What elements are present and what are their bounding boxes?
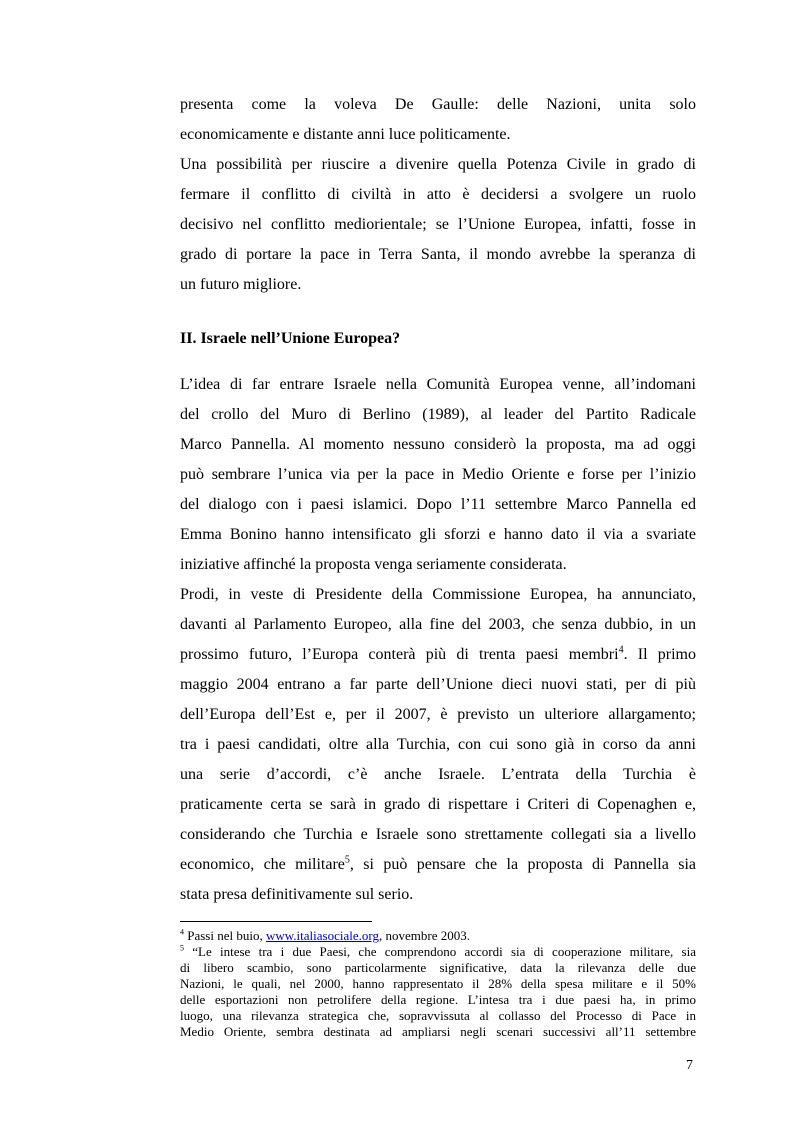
text-line: un futuro migliore. [180, 276, 302, 293]
footnote-4 [180, 928, 696, 944]
footnote-number: 4 [180, 927, 184, 937]
text-line: presenta come la voleva De Gaulle: delle Nazioni, unita solo [180, 96, 696, 113]
text-line: L’idea di far entrare Israele nella Comunità Europea venne, all’indomani [180, 376, 696, 393]
footnote-5-line: Nazioni, le quali, nel 2000, hanno rappresentato il 28% della spesa militare e il 50% [180, 976, 696, 991]
text-line: praticamente certa se sarà in grado di rispettare i Criteri di Copenaghen e, [180, 796, 696, 813]
footnote-ref-5[interactable]: 5 [344, 854, 350, 866]
text-line: del dialogo con i paesi islamici. Dopo l’11 settembre Marco Pannella ed [180, 496, 696, 513]
footnote-text: , novembre 2003. [378, 928, 470, 943]
footnote-5-line: delle esportazioni non petrolifere della regione. L’intesa tra i due paesi ha, in primo [180, 992, 696, 1007]
paragraph-israele-idea [180, 370, 696, 580]
text-segment: . Il primo [623, 646, 696, 663]
text-line: iniziative affinché la proposta venga seriamente considerata. [180, 556, 567, 573]
footnote-5-line: luogo, una rilevanza strategica che, sopravvissuta al collasso del Processo di Pace in [180, 1008, 696, 1023]
text-line: tra i paesi candidati, oltre alla Turchia, con cui sono già in corso da anni [180, 736, 696, 753]
section-heading: II. Israele nell’Unione Europea? [180, 330, 401, 347]
text-line: fermare il conflitto di civiltà in atto è decidersi a svolgere un ruolo [180, 186, 696, 203]
text-line: considerando che Turchia e Israele sono strettamente collegati sia a livello [180, 826, 696, 843]
footnote-5-line: Medio Oriente, sembra destinata ad ampliarsi negli scenari successivi all’11 settembre [180, 1024, 696, 1039]
text-segment: , si può pensare che la proposta di Pannella sia [349, 856, 697, 873]
text-line: stata presa definitivamente sul serio. [180, 886, 414, 903]
paragraph-continuation [180, 90, 696, 150]
paragraph-potenza-civile [180, 150, 696, 300]
text-line: economicamente e distante anni luce politicamente. [180, 126, 511, 143]
text-line: maggio 2004 entrano a far parte dell’Unione dieci nuovi stati, per di più [180, 676, 696, 693]
footnote-ref-4[interactable]: 4 [618, 644, 624, 656]
footnote-5-line [180, 944, 696, 960]
paragraph-prodi [180, 580, 696, 910]
footnotes [180, 928, 696, 1040]
footnote-number: 5 [180, 943, 184, 953]
footnote-5-line: di libero scambio, sono particolarmente significative, data la rilevanza delle due [180, 960, 696, 975]
footnote-divider [180, 921, 372, 922]
footnote-link[interactable]: www.italiasociale.org [265, 928, 379, 943]
text-line [180, 850, 696, 880]
text-line: dell’Europa dell’Est e, per il 2007, è previsto un ulteriore allargamento; [180, 706, 696, 723]
text-segment: prossimo futuro, l’Europa conterà più di trenta paesi membri [180, 646, 619, 663]
text-line: Una possibilità per riuscire a divenire quella Potenza Civile in grado di [180, 156, 696, 173]
text-line: decisivo nel conflitto mediorientale; se l’Unione Europea, infatti, fosse in [180, 216, 696, 233]
text-segment: economico, che militare [180, 856, 345, 873]
text-line: Emma Bonino hanno intensificato gli sforzi e hanno dato il via a svariate [180, 526, 696, 543]
text-line [180, 640, 696, 670]
page-number: 7 [686, 1058, 693, 1073]
text-line: grado di portare la pace in Terra Santa, il mondo avrebbe la speranza di [180, 246, 696, 263]
footnote-text: “Le intese tra i due Paesi, che comprendono accordi sia di cooperazione militare, sia [184, 944, 696, 959]
text-line: Marco Pannella. Al momento nessuno considerò la proposta, ma ad oggi [180, 436, 696, 453]
footnote-text: Passi nel buio, [184, 928, 266, 943]
text-line: può sembrare l’unica via per la pace in Medio Oriente e forse per l’inizio [180, 466, 696, 483]
text-line: del crollo del Muro di Berlino (1989), al leader del Partito Radicale [180, 406, 696, 423]
text-line: una serie d’accordi, c’è anche Israele. L’entrata della Turchia è [180, 766, 696, 783]
text-line: Prodi, in veste di Presidente della Commissione Europea, ha annunciato, [180, 586, 696, 603]
text-line: davanti al Parlamento Europeo, alla fine del 2003, che senza dubbio, in un [180, 616, 696, 633]
